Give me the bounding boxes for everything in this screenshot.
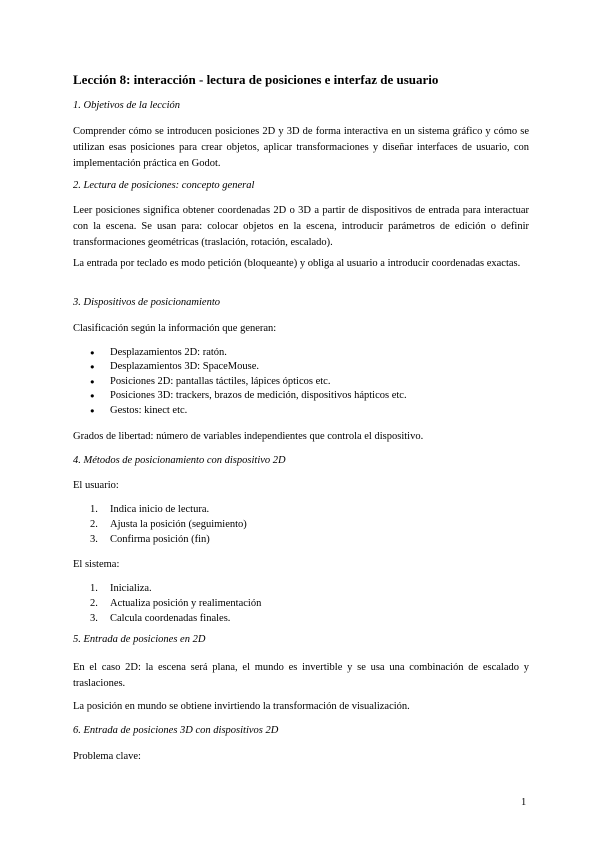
list-item: ● Desplazamientos 2D: ratón. (73, 346, 407, 360)
device-bullet-list (73, 346, 407, 418)
paragraph-objetivos: Comprender cómo se introducen posiciones 2D y 3D de forma interactiva en un sistema gráfico y cómo se utilizan esas posiciones para crear objetos, aplicar transformaciones y diseñar interfaces de usuario, con implementación práctica en Godot. (73, 126, 529, 169)
lesson-title: Lección 8: interacción - lectura de posiciones e interfaz de usuario (73, 72, 439, 87)
paragraph-entrada-2d-1: En el caso 2D: la escena será plana, el mundo es invertible y se usa una combinación de escalado y traslaciones. (73, 662, 529, 689)
section-heading-lectura: 2. Lectura de posiciones: concepto general (73, 180, 255, 191)
paragraph-lectura-1: Leer posiciones significa obtener coordenadas 2D o 3D a partir de dispositivos de entrada para interactuar con la escena. Se usan para: colocar objetos en la escena, introducir parámetros de edición o definir transformaciones geométricas (traslación, rotación, escalado). (73, 205, 529, 248)
user-steps-list (73, 503, 247, 548)
paragraph-problema-clave: Problema clave: (73, 751, 141, 762)
list-item: ● Desplazamientos 3D: SpaceMouse. (73, 360, 407, 374)
list-item: 1. Inicializa. (90, 583, 152, 594)
paragraph-grados-libertad: Grados de libertad: número de variables independientes que controla el dispositivo. (73, 431, 424, 442)
list-item: ● Gestos: kinect etc. (73, 404, 407, 418)
list-item: 3. Calcula coordenadas finales. (90, 612, 231, 624)
paragraph-el-sistema: El sistema: (73, 559, 120, 570)
section-heading-entrada-3d: 6. Entrada de posiciones 3D con dispositivos 2D (73, 725, 279, 736)
section-heading-objetivos: 1. Objetivos de la lección (73, 100, 181, 111)
section-heading-metodos: 4. Métodos de posicionamiento con dispositivo 2D (73, 455, 286, 466)
paragraph-entrada-2d-2: La posición en mundo se obtiene invirtiendo la transformación de visualización. (73, 701, 410, 712)
list-item: ● Posiciones 2D: pantallas táctiles, lápices ópticos etc. (73, 375, 407, 389)
list-item: 3. Confirma posición (fin) (90, 533, 210, 545)
paragraph-el-usuario: El usuario: (73, 480, 119, 491)
paragraph-lectura-2: La entrada por teclado es modo petición (bloqueante) y obliga al usuario a introducir coordenadas exactas. (73, 258, 521, 269)
list-item: ● Posiciones 3D: trackers, brazos de medición, dispositivos hápticos etc. (73, 389, 407, 403)
list-item: 1. Indica inicio de lectura. (90, 504, 210, 515)
list-item: 2. Ajusta la posición (seguimiento) (90, 518, 247, 530)
section-heading-entrada-2d: 5. Entrada de posiciones en 2D (73, 634, 206, 645)
page-number: 1 (521, 797, 527, 808)
system-steps-list (73, 582, 261, 627)
section-heading-dispositivos: 3. Dispositivos de posicionamiento (73, 297, 220, 308)
list-item: 2. Actualiza posición y realimentación (90, 597, 262, 609)
paragraph-clasificacion: Clasificación según la información que generan: (73, 323, 277, 334)
